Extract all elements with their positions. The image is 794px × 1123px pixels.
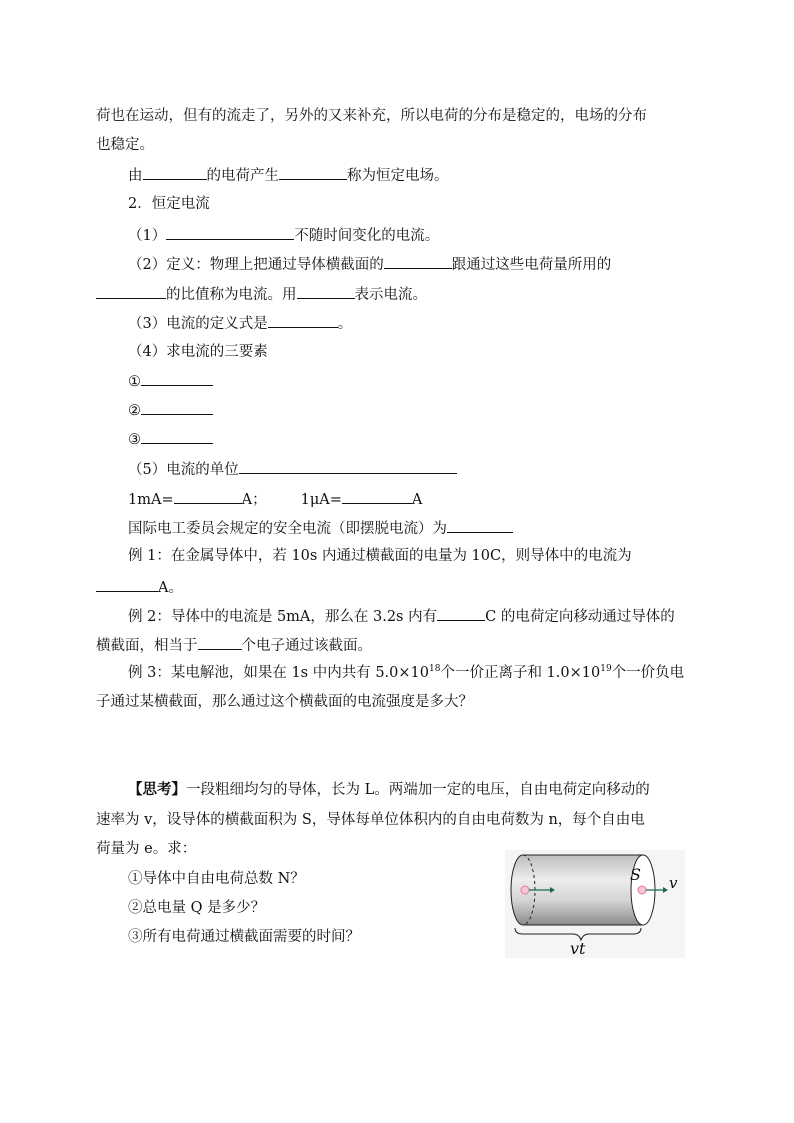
section-heading: 2．恒定电流 bbox=[128, 196, 210, 212]
item-number: （1） bbox=[128, 228, 167, 244]
example-1-cont bbox=[96, 576, 183, 598]
charge-left bbox=[521, 886, 529, 894]
circle-number: ① bbox=[128, 374, 141, 390]
text: 定义：物理上把通过导体横截面的 bbox=[166, 257, 384, 273]
think-label: 【思考】 bbox=[128, 781, 186, 798]
constant-field-line bbox=[128, 164, 449, 186]
text: 的比值称为电流。用 bbox=[166, 287, 297, 303]
conductor-cylinder-figure bbox=[505, 850, 685, 958]
text: 不随时间变化的电流。 bbox=[294, 228, 440, 244]
text: 一段粗细均匀的导体，长为 L。两端加一定的电压，自由电荷定向移动的 bbox=[186, 782, 650, 798]
charge-right bbox=[638, 886, 646, 894]
text: 例 2：导体中的电流是 5mA，那么在 3.2s 内有 bbox=[128, 609, 438, 625]
blank[interactable] bbox=[96, 283, 166, 299]
intro-line-1: 荷也在运动，但有的流走了，另外的又来补充，所以电荷的分布是稳定的，电场的分布 bbox=[96, 108, 647, 124]
blank[interactable] bbox=[143, 164, 207, 180]
intro-line-2: 也稳定。 bbox=[96, 137, 154, 153]
example-3 bbox=[128, 663, 684, 683]
blank[interactable] bbox=[384, 253, 452, 269]
unit-conversion bbox=[128, 488, 422, 510]
blank[interactable] bbox=[279, 164, 347, 180]
text: 国际电工委员会规定的安全电流（即摆脱电流）为 bbox=[128, 521, 447, 537]
circle-number: ② bbox=[128, 403, 141, 419]
text: 电流的定义式是 bbox=[166, 316, 268, 332]
think-line-2: 速率为 v，设导体的横截面积为 S，导体每单位体积内的自由电荷数为 n，每个自由电 bbox=[96, 812, 645, 828]
blank[interactable] bbox=[166, 224, 294, 240]
text: 1mA= bbox=[128, 492, 174, 508]
text: 电流的单位 bbox=[166, 462, 239, 478]
text: 例 3：某电解池，如果在 1s 中内共有 5.0×10 bbox=[128, 665, 429, 681]
text: A bbox=[411, 492, 423, 508]
text: A。 bbox=[158, 580, 183, 596]
element-1 bbox=[128, 370, 213, 392]
blank[interactable] bbox=[268, 312, 338, 328]
blank[interactable] bbox=[174, 488, 242, 504]
item-number: （3） bbox=[128, 316, 167, 332]
text: 个一价正离子和 1.0×10 bbox=[440, 665, 601, 681]
item-1 bbox=[128, 224, 439, 246]
text: 表示电流。 bbox=[354, 287, 427, 303]
circle-number: ③ bbox=[128, 432, 141, 448]
blank[interactable] bbox=[437, 605, 485, 621]
text: 个一价负电 bbox=[611, 665, 685, 681]
blank[interactable] bbox=[239, 458, 457, 474]
item-2 bbox=[128, 253, 611, 275]
think-line-3: 荷量为 e。求： bbox=[96, 841, 197, 857]
blank[interactable] bbox=[141, 370, 213, 386]
text: 求电流的三要素 bbox=[166, 344, 268, 360]
text: 1μA= bbox=[300, 492, 342, 508]
text: 称为恒定电场。 bbox=[347, 168, 449, 184]
text: 个电子通过该截面。 bbox=[241, 638, 372, 654]
text: 的电荷产生 bbox=[206, 168, 279, 184]
question-2: ②总电量 Q 是多少？ bbox=[128, 900, 266, 916]
item-number: （2） bbox=[128, 257, 167, 273]
text: 跟通过这些电荷量所用的 bbox=[451, 257, 612, 273]
item-2-cont bbox=[96, 283, 427, 305]
example-2-cont bbox=[96, 634, 372, 656]
safety-current bbox=[128, 517, 513, 539]
item-5 bbox=[128, 458, 457, 480]
exponent: 18 bbox=[429, 664, 441, 675]
item-3 bbox=[128, 312, 352, 334]
text: C 的电荷定向移动通过导体的 bbox=[485, 609, 675, 625]
item-4 bbox=[128, 342, 268, 362]
text: A； bbox=[241, 492, 267, 508]
blank[interactable] bbox=[141, 428, 213, 444]
element-2 bbox=[128, 399, 213, 421]
velocity-label: v bbox=[669, 874, 678, 892]
blank[interactable] bbox=[342, 488, 412, 504]
example-2 bbox=[128, 605, 675, 627]
think-line-1 bbox=[128, 780, 650, 800]
blank[interactable] bbox=[141, 399, 213, 415]
blank[interactable] bbox=[297, 283, 355, 299]
text: 由 bbox=[128, 168, 143, 184]
blank[interactable] bbox=[96, 576, 158, 592]
item-number: （5） bbox=[128, 462, 167, 478]
length-label: vt bbox=[570, 939, 586, 958]
question-1: ①导体中自由电荷总数 N？ bbox=[128, 871, 305, 887]
exponent: 19 bbox=[600, 664, 612, 675]
text: 。 bbox=[337, 316, 353, 332]
element-3 bbox=[128, 428, 213, 450]
blank[interactable] bbox=[447, 517, 513, 533]
example-1: 例 1：在金属导体中，若 10s 内通过横截面的电量为 10C，则导体中的电流为 bbox=[128, 548, 632, 564]
question-3: ③所有电荷通过横截面需要的时间？ bbox=[128, 929, 360, 945]
area-label: S bbox=[630, 865, 641, 884]
example-3-cont: 子通过某横截面，那么通过这个横截面的电流强度是多大？ bbox=[96, 694, 473, 710]
item-number: （4） bbox=[128, 344, 167, 360]
blank[interactable] bbox=[198, 634, 242, 650]
text: 横截面，相当于 bbox=[96, 638, 198, 654]
